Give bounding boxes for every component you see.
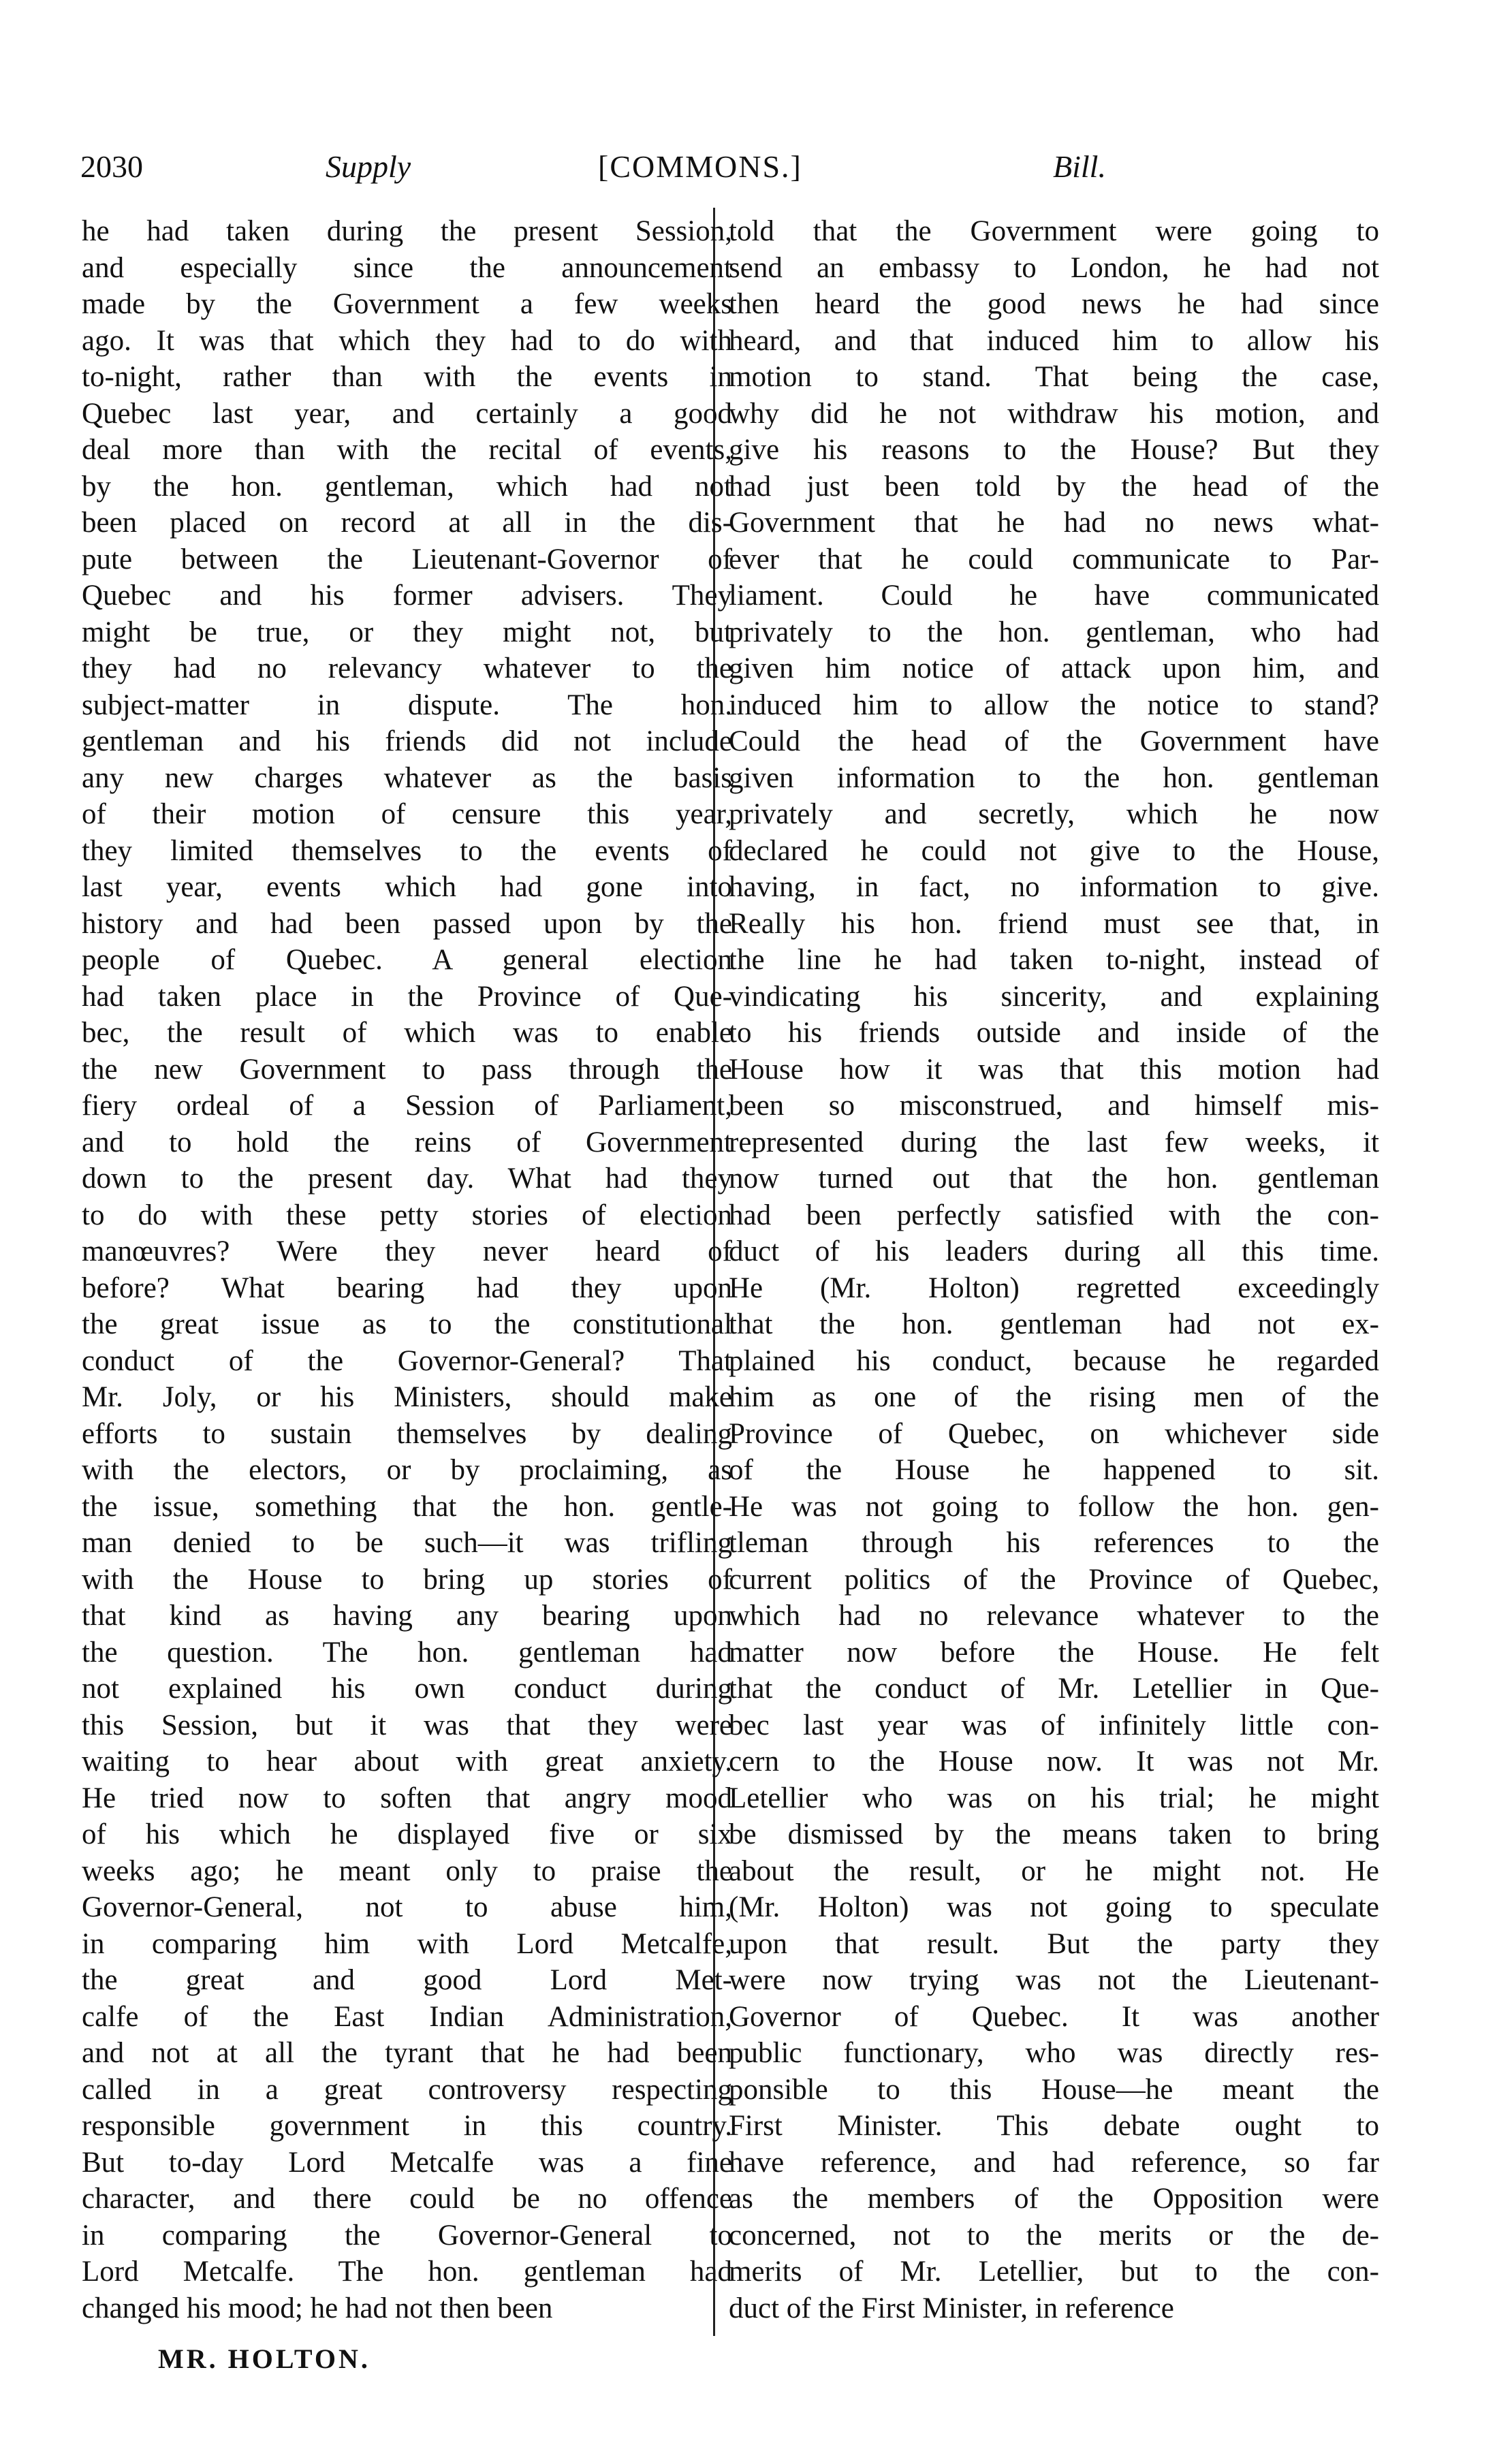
text-line: the great and good Lord Met- — [82, 1964, 732, 1996]
text-line: He was not going to follow the hon. gen- — [729, 1490, 1379, 1523]
text-line: cern to the House now. It was not Mr. — [729, 1746, 1379, 1778]
text-line: represented during the last few weeks, it — [729, 1126, 1379, 1158]
page-number: 2030 — [80, 149, 143, 184]
text-line: the new Government to pass through the — [82, 1053, 732, 1086]
text-line: heard, and that induced him to allow his — [729, 324, 1379, 357]
text-line: tleman through his references to the — [729, 1527, 1379, 1559]
text-line: upon that result. But the party they — [729, 1927, 1379, 1960]
text-line: man denied to be such—it was trifling — [82, 1527, 732, 1559]
text-line: given information to the hon. gentleman — [729, 761, 1379, 794]
text-line: responsible government in this country. — [82, 2110, 732, 2142]
text-line: matter now before the House. He felt — [729, 1636, 1379, 1669]
text-line: which had no relevance whatever to the — [729, 1600, 1379, 1632]
text-line: pute between the Lieutenant-Governor of — [82, 543, 732, 575]
text-line: in comparing him with Lord Metcalfe, — [82, 1927, 732, 1960]
text-line: induced him to allow the notice to stand? — [729, 689, 1379, 721]
text-line: and to hold the reins of Government — [82, 1126, 732, 1158]
text-line: privately and secretly, which he now — [729, 798, 1379, 830]
text-line: the line he had taken to-night, instead of — [729, 944, 1379, 976]
text-line: to his friends outside and inside of the — [729, 1017, 1379, 1049]
text-line: current politics of the Province of Quebec, — [729, 1563, 1379, 1596]
page-header — [80, 143, 1425, 191]
text-line: he had taken during the present Session, — [82, 215, 732, 247]
text-line: by the hon. gentleman, which had not — [82, 470, 732, 503]
text-line: about the result, or he might not. He — [729, 1854, 1379, 1887]
text-line: House how it was that this motion had — [729, 1053, 1379, 1086]
text-line: First Minister. This debate ought to — [729, 2110, 1379, 2142]
text-line: Province of Quebec, on whichever side — [729, 1417, 1379, 1450]
text-line: now turned out that the hon. gentleman — [729, 1163, 1379, 1195]
text-line: been so misconstrued, and himself mis- — [729, 1090, 1379, 1122]
text-line: Letellier who was on his trial; he might — [729, 1782, 1379, 1814]
running-head-right: Bill. — [1053, 149, 1106, 184]
text-line: down to the present day. What had they — [82, 1163, 732, 1195]
text-line: subject-matter in dispute. The hon. — [82, 689, 732, 721]
text-line: Governor-General, not to abuse him, — [82, 1891, 732, 1923]
left-column — [82, 213, 732, 2326]
text-line: called in a great controversy respecting — [82, 2073, 732, 2106]
text-line: of the House he happened to sit. — [729, 1454, 1379, 1486]
text-line: told that the Government were going to — [729, 215, 1379, 247]
text-line: plained his conduct, because he regarded — [729, 1344, 1379, 1377]
text-line: with the House to bring up stories of — [82, 1563, 732, 1596]
text-line: have reference, and had reference, so far — [729, 2146, 1379, 2179]
text-line: as the members of the Opposition were — [729, 2183, 1379, 2215]
text-line: merits of Mr. Letellier, but to the con- — [729, 2256, 1379, 2288]
text-line: be dismissed by the means taken to bring — [729, 1818, 1379, 1850]
text-line: any new charges whatever as the basis — [82, 761, 732, 794]
text-line: and especially since the announcement — [82, 251, 732, 284]
text-line: changed his mood; he had not then been — [82, 2292, 553, 2324]
text-line: vindicating his sincerity, and explaining — [729, 980, 1379, 1013]
text-line: they had no relevancy whatever to the — [82, 652, 732, 684]
text-line: why did he not withdraw his motion, and — [729, 397, 1379, 430]
text-line: concerned, not to the merits or the de- — [729, 2219, 1379, 2252]
text-line: of their motion of censure this year, — [82, 798, 732, 830]
text-line: having, in fact, no information to give. — [729, 871, 1379, 903]
running-head-left: Supply — [326, 149, 411, 184]
text-line: been placed on record at all in the dis- — [82, 507, 732, 539]
speaker-footer: MR. HOLTON. — [158, 2343, 371, 2374]
text-line: not explained his own conduct during — [82, 1673, 732, 1705]
text-line: Mr. Joly, or his Ministers, should make — [82, 1381, 732, 1413]
text-line: they limited themselves to the events of — [82, 834, 732, 867]
text-line: weeks ago; he meant only to praise the — [82, 1854, 732, 1887]
text-line: people of Quebec. A general election — [82, 944, 732, 976]
text-line: calfe of the East Indian Administration, — [82, 2000, 732, 2033]
text-line: made by the Government a few weeks — [82, 288, 732, 320]
text-line: Could the head of the Government have — [729, 725, 1379, 757]
text-line: were now trying was not the Lieutenant- — [729, 1964, 1379, 1996]
text-line: might be true, or they might not, but — [82, 616, 732, 648]
text-line: with the electors, or by proclaiming, as — [82, 1454, 732, 1486]
text-line: had been perfectly satisfied with the con- — [729, 1199, 1379, 1231]
text-line: waiting to hear about with great anxiety. — [82, 1746, 732, 1778]
text-line: Quebec and his former advisers. They — [82, 580, 732, 612]
text-line: character, and there could be no offence — [82, 2183, 732, 2215]
text-line: But to-day Lord Metcalfe was a fine — [82, 2146, 732, 2179]
text-line: fiery ordeal of a Session of Parliament, — [82, 1090, 732, 1122]
text-line: the question. The hon. gentleman had — [82, 1636, 732, 1669]
text-line: ponsible to this House—he meant the — [729, 2073, 1379, 2106]
text-line: that kind as having any bearing upon — [82, 1600, 732, 1632]
text-line: bec last year was of infinitely little con- — [729, 1709, 1379, 1741]
text-line: that the conduct of Mr. Letellier in Que- — [729, 1673, 1379, 1705]
text-line: conduct of the Governor-General? That — [82, 1344, 732, 1377]
text-line: bec, the result of which was to enable — [82, 1017, 732, 1049]
text-line: give his reasons to the House? But they — [729, 434, 1379, 466]
text-line: history and had been passed upon by the — [82, 907, 732, 940]
text-line: privately to the hon. gentleman, who had — [729, 616, 1379, 648]
right-column — [729, 213, 1379, 2326]
text-line: the great issue as to the constitutional — [82, 1308, 732, 1340]
text-line: Governor of Quebec. It was another — [729, 2000, 1379, 2033]
text-line: efforts to sustain themselves by dealing — [82, 1417, 732, 1450]
text-line: ever that he could communicate to Par- — [729, 543, 1379, 575]
text-line: of his which he displayed five or six — [82, 1818, 732, 1850]
text-line: ago. It was that which they had to do with — [82, 324, 732, 357]
text-line: liament. Could he have communicated — [729, 580, 1379, 612]
text-line: to do with these petty stories of election — [82, 1199, 732, 1231]
text-line: Really his hon. friend must see that, in — [729, 907, 1379, 940]
running-head-center: [COMMONS.] — [598, 149, 802, 184]
text-line: had just been told by the head of the — [729, 470, 1379, 503]
text-line: Lord Metcalfe. The hon. gentleman had — [82, 2256, 732, 2288]
text-line: had taken place in the Province of Que- — [82, 980, 732, 1013]
text-line: that the hon. gentleman had not ex- — [729, 1308, 1379, 1340]
text-line: him as one of the rising men of the — [729, 1381, 1379, 1413]
text-line: last year, events which had gone into — [82, 871, 732, 903]
text-line: public functionary, who was directly res- — [729, 2037, 1379, 2069]
text-line: to-night, rather than with the events in — [82, 361, 732, 393]
text-line: given him notice of attack upon him, and — [729, 652, 1379, 684]
text-line: deal more than with the recital of events, — [82, 434, 732, 466]
text-line: before? What bearing had they upon — [82, 1272, 732, 1304]
text-line: manœuvres? Were they never heard of — [82, 1235, 732, 1267]
text-line: (Mr. Holton) was not going to speculate — [729, 1891, 1379, 1923]
text-line: then heard the good news he had since — [729, 288, 1379, 320]
text-line: duct of his leaders during all this time. — [729, 1235, 1379, 1267]
text-line: gentleman and his friends did not include — [82, 725, 732, 757]
text-line: send an embassy to London, he had not — [729, 251, 1379, 284]
text-line: motion to stand. That being the case, — [729, 361, 1379, 393]
text-line: declared he could not give to the House, — [729, 834, 1379, 867]
text-line: this Session, but it was that they were — [82, 1709, 732, 1741]
text-line: He (Mr. Holton) regretted exceedingly — [729, 1272, 1379, 1304]
text-line: duct of the First Minister, in reference — [729, 2292, 1174, 2324]
text-line: and not at all the tyrant that he had been — [82, 2037, 732, 2069]
text-line: the issue, something that the hon. gentle- — [82, 1490, 732, 1523]
text-line: in comparing the Governor-General to — [82, 2219, 732, 2252]
text-line: Quebec last year, and certainly a good — [82, 397, 732, 430]
text-line: He tried now to soften that angry mood — [82, 1782, 732, 1814]
text-line: Government that he had no news what- — [729, 507, 1379, 539]
